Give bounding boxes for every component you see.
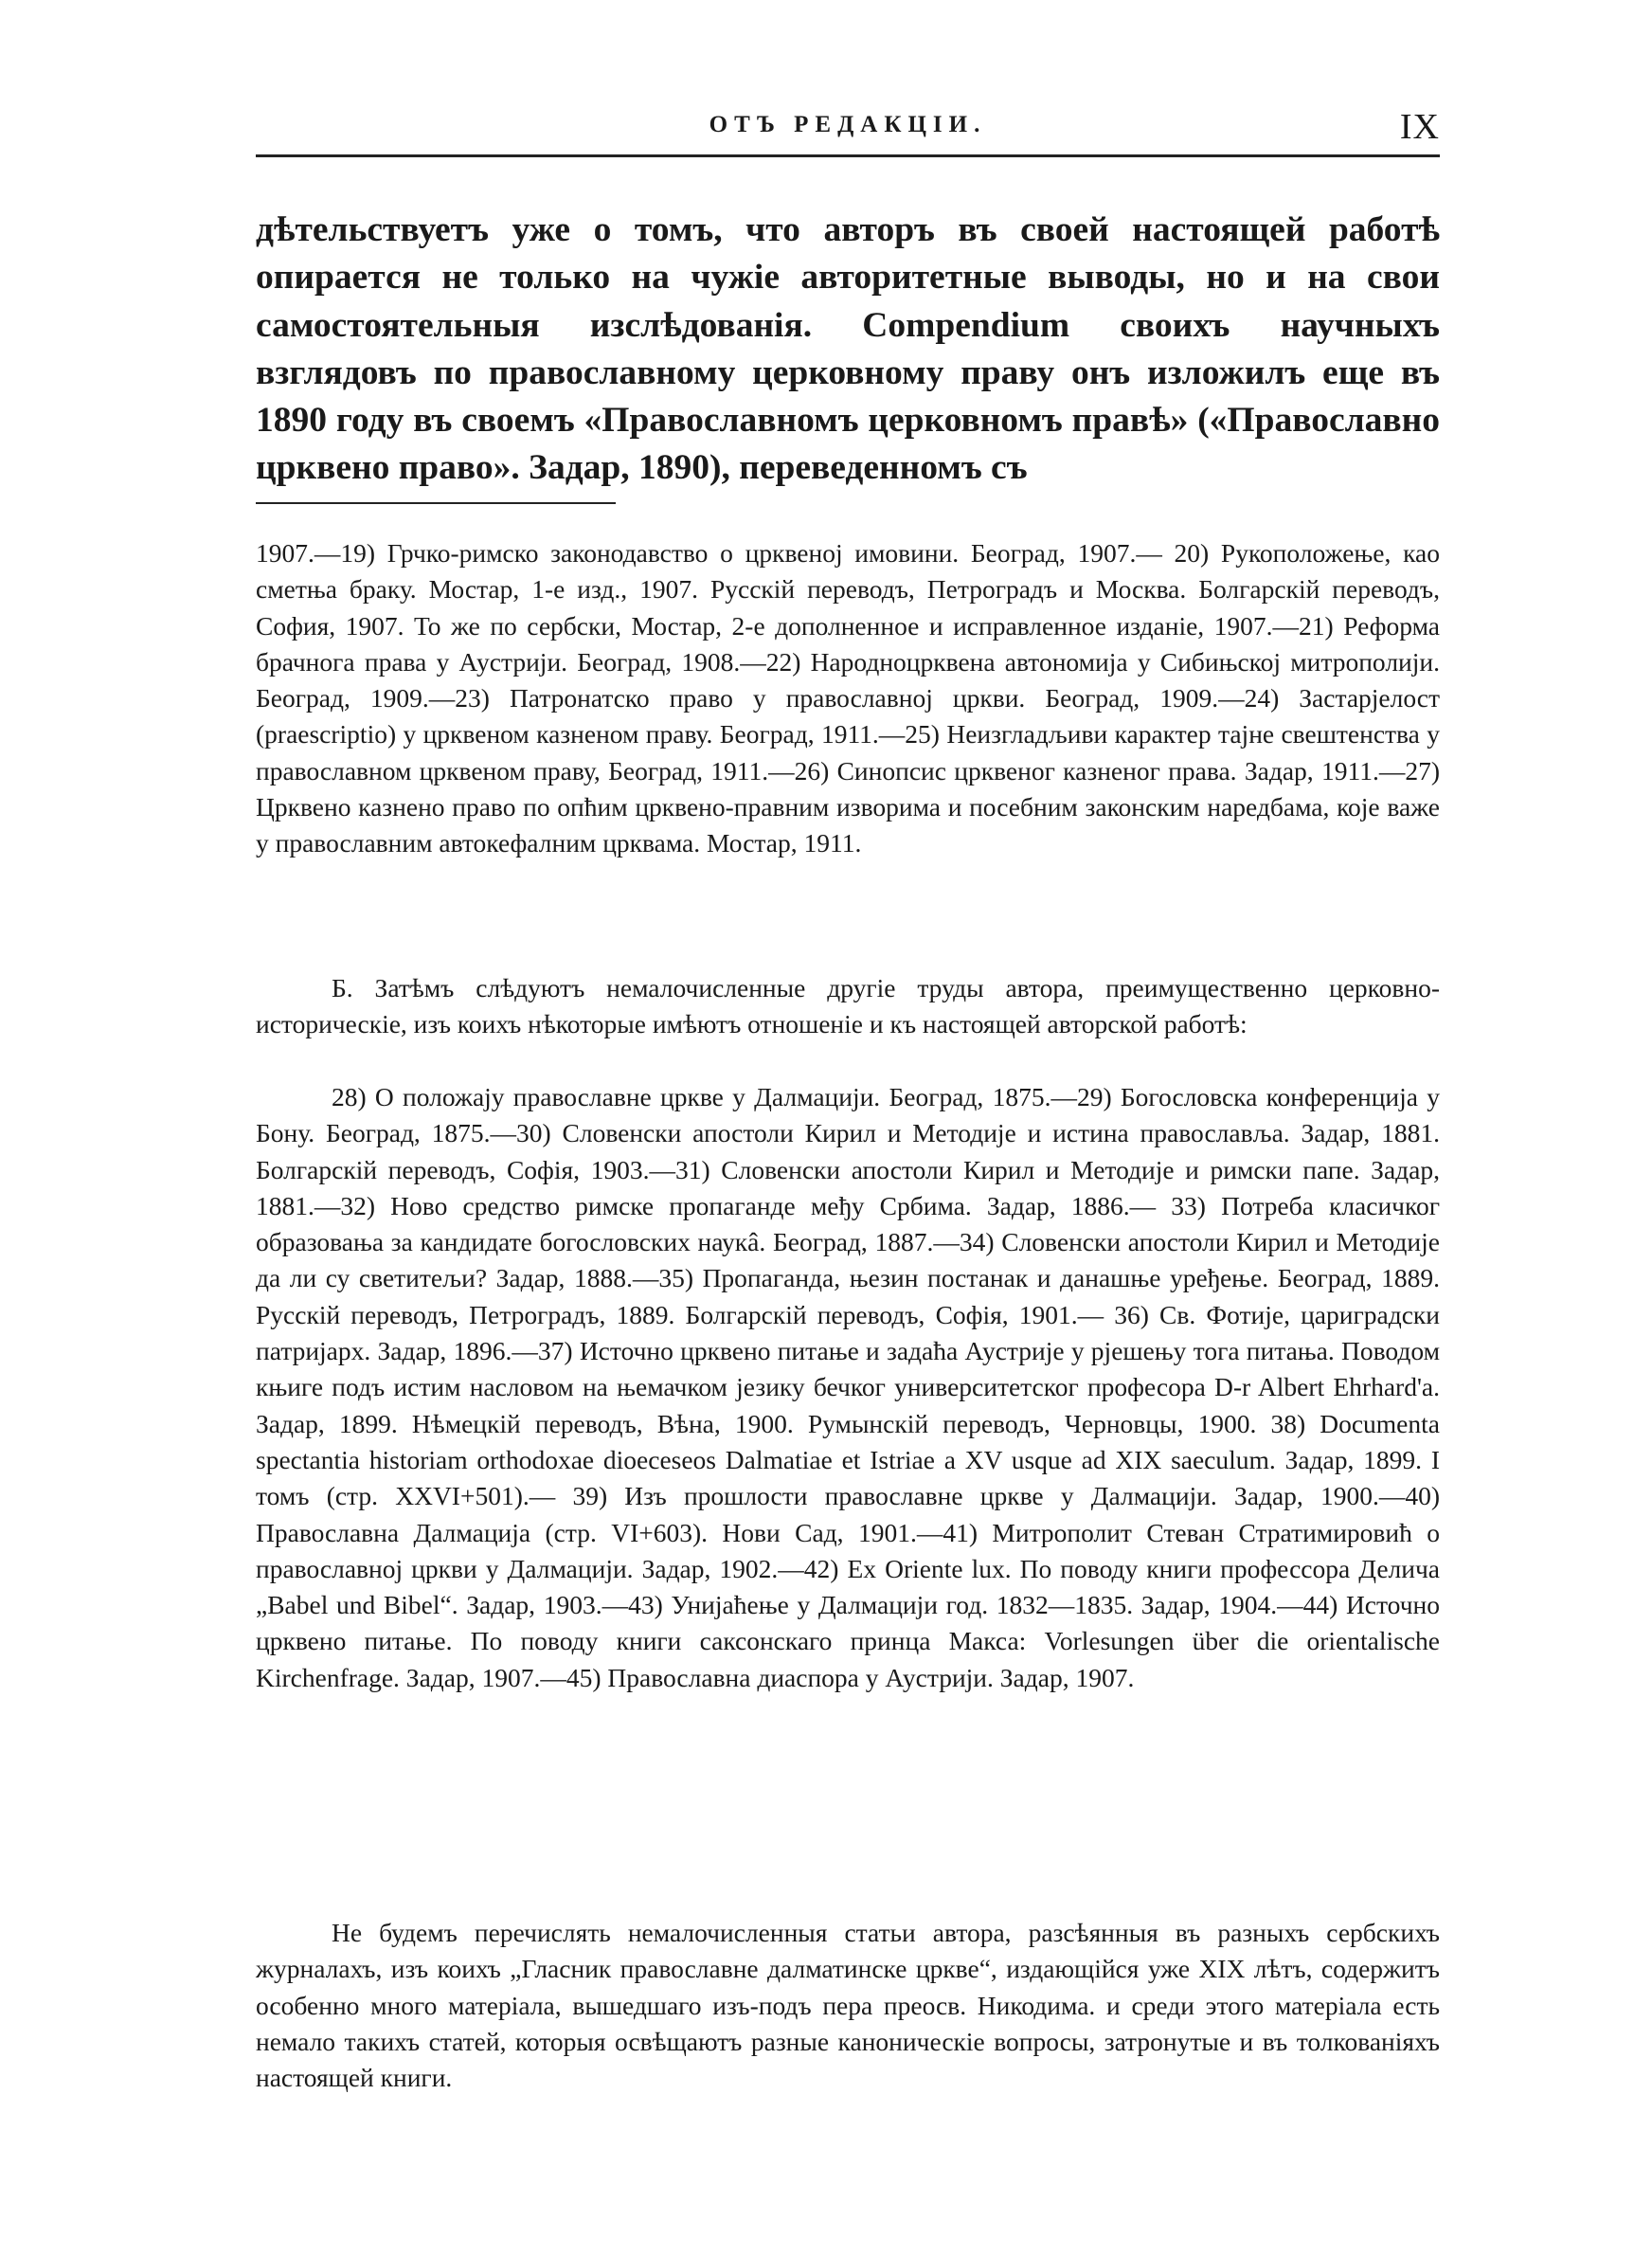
footnote-closing-paragraph: Не будемъ перечислять немалочисленныя статьи автора, разсѣянныя въ разныхъ сербскихъ журналахъ, изъ коихъ „Гласник православне далматинске цркве“, издающійся уже XIX лѣтъ, содержитъ особенно много матеріала, вышедшаго изъ-подъ пера преосв. Никодима. и среди этого матеріала есть немало такихъ статей, которыя освѣщаютъ разные каноническіе вопросы, затронутые и въ толкованіяхъ настоящей книги. — [256, 1918, 1440, 2093]
running-title: ОТЪ РЕДАКЦІИ. — [709, 112, 987, 137]
main-paragraph: дѣтельствуетъ уже о томъ, что авторъ въ своей настоящей работѣ опирается не только на чужіе авторитетные выводы, но и на свои самостоятельныя изслѣдованія. Compendium своихъ научныхъ взглядовъ по православному церковному праву онъ изложилъ еще въ 1890 году въ своемъ «Православномъ церковномъ правѣ» («Православно црквено право». Задар, 1890), переведенномъ съ — [256, 210, 1440, 488]
footnote-section-b-list: 28) О положају православне цркве у Далмацији. Београд, 1875.—29) Богословска конференција у Бону. Београд, 1875.—30) Словенски апостоли Кирил и Методије и истина православља. Задар, 1881. Болгарскій переводъ, Софія, 1903.—31) Словенски апостоли Кирил и Методије и римски папе. Задар, 1881.—32) Ново средство римске пропаганде међу Србима. Задар, 1886.— 33) Потреба класичког образовања за кандидате богословских наукâ. Београд, 1887.—34) Словенски апостоли Кирил и Методије да ли су светитељи? Задар, 1888.—35) Пропаганда, њезин постанак и данашње уређење. Београд, 1889. Русскій переводъ, Петроградъ, 1889. Болгарскій переводъ, Софія, 1901.— 36) Св. Фотије, цариградски патријарх. Задар, 1896.—37) Источно црквено питање и задаћа Аустрије у рјешењу тога питања. Поводом књиге подъ истим насловом на њемачком језику бечког университетског професора D-r Albert Ehrhard'a. Задар, 1899. Нѣмецкій переводъ, Вѣна, 1900. Румынскій переводъ, Черновцы, 1900. 38) Documenta spectantia historiam orthodoxae dioeceseos Dalmatiae et Istriae a XV usque ad XIX saeculum. Задар, 1899. I томъ (стр. XXVI+501).— 39) Изъ прошлости православне цркве у Далмацији. Задар, 1900.—40) Православна Далмација (стр. VI+603). Нови Сад, 1901.—41) Митрополит Стеван Стратимировић о православној цркви у Далмацији. Задар, 1902.—42) Ex Oriente lux. По поводу книги профессора Делича „Babel und Bibel“. Задар, 1903.—43) Унијаћење у Далмацији год. 1832—1835. Задар, 1904.—44) Источно црквено питање. По поводу книги саксонскаго принца Макса: Vorlesungen über die orientalische Kirchenfrage. Задар, 1907.—45) Православна диаспора у Аустрији. Задар, 1907. — [256, 1082, 1440, 1692]
footnote-section-b-intro: Б. Затѣмъ слѣдуютъ немалочисленные другіе труды автора, преимущественно церковно-историческіе, изъ коихъ нѣкоторые имѣютъ отношеніе и къ настоящей авторской работѣ: — [256, 973, 1440, 1039]
page-number: IX — [1399, 107, 1440, 147]
footnote-list-continuation: 1907.—19) Грчко-римско законодавство о црквеној имовини. Београд, 1907.— 20) Рукоположење, као сметња браку. Мостар, 1-е изд., 1907. Русскій переводъ, Петроградъ и Москва. Болгарскій переводъ, София, 1907. То же по сербски, Мостар, 2-е дополненное и исправленное изданіе, 1907.—21) Реформа брачнога права у Аустрији. Београд, 1908.—22) Народноцрквена автономија у Сибињској митрополији. Београд, 1909.—23) Патронатско право у православној цркви. Београд, 1909.—24) Застарјелост (praescriptio) у црквеном казненом праву. Београд, 1911.—25) Неизгладљиви карактер тајне свештенства у православном црквеном праву, Београд, 1911.—26) Синопсис црквеног казненог права. Задар, 1911.—27) Црквено казнено право по опћим црквено-правним изворима и посебним законским наредбама, које важе у православним автокефалним црквама. Мостар, 1911. — [256, 538, 1440, 858]
footnote-separator — [256, 502, 616, 504]
header-rule — [256, 154, 1440, 157]
running-header — [256, 104, 1440, 152]
